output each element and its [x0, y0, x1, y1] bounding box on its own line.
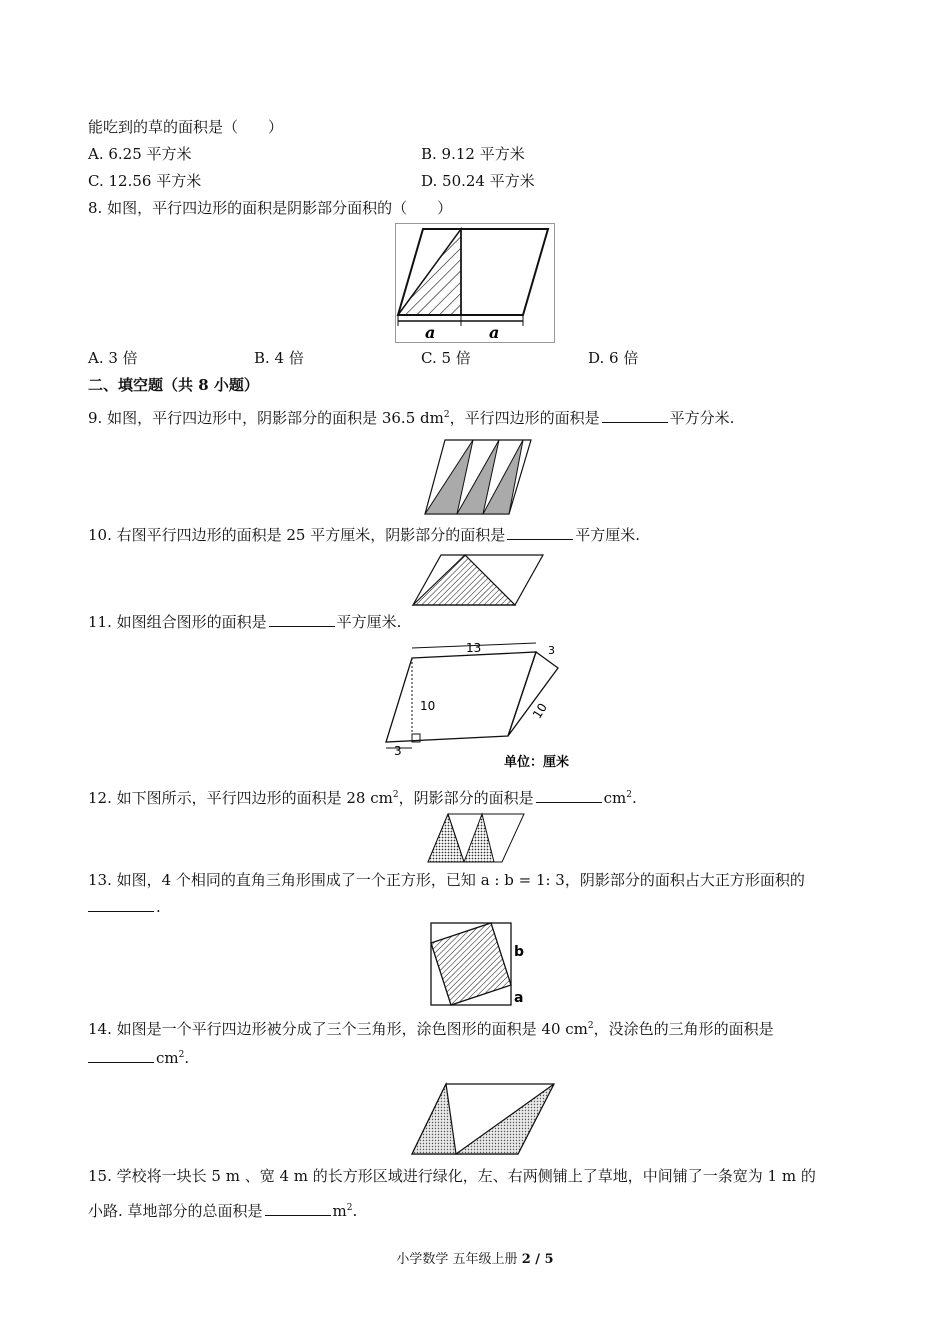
q14-line1-end: ，没涂色的三角形的面积是	[593, 1020, 774, 1038]
footer-text: 小学数学 五年级上册	[396, 1252, 522, 1267]
q9-pre: 9. 如图，平行四边形中，阴影部分的面积是 36.5 dm	[88, 409, 444, 427]
page-footer	[0, 1248, 950, 1267]
q14-post-sup: 2	[178, 1050, 185, 1060]
q13-label-a: a	[514, 990, 524, 1006]
q14-sup: 2	[587, 1021, 594, 1031]
q12-post: cm	[603, 789, 627, 807]
q15-post-sup: 2	[346, 1203, 353, 1213]
q11-unit: 单位：厘米	[504, 755, 570, 770]
q14-line1-text: 14. 如图是一个平行四边形被分成了三个三角形，涂色图形的面积是 40 cm	[88, 1020, 588, 1038]
q12-stem	[88, 785, 637, 808]
q7-option-d: D. 50.24 平方米	[421, 172, 535, 190]
q15-end: .	[352, 1202, 358, 1220]
q7-option-b: B. 9.12 平方米	[421, 145, 525, 163]
section-heading: 二、填空题（共 8 小题）	[88, 376, 259, 394]
q12-pre: 12. 如下图所示，平行四边形的面积是 28 cm	[88, 789, 393, 807]
q13-end: .	[156, 898, 161, 916]
q8-figure	[395, 223, 555, 343]
q15-line2-pre: 小路. 草地部分的总面积是	[88, 1202, 263, 1220]
q8-label-a1: a	[425, 323, 436, 342]
q14-post: cm	[156, 1049, 179, 1067]
q13-blank[interactable]	[88, 897, 154, 912]
q8-option-d: D. 6 倍	[588, 349, 639, 367]
q12-blank[interactable]	[536, 788, 602, 803]
q15-blank[interactable]	[265, 1201, 331, 1216]
q12-end: .	[631, 789, 637, 807]
q13-figure	[428, 920, 528, 1008]
q8-stem: 8. 如图，平行四边形的面积是阴影部分面积的（ ）	[88, 199, 453, 217]
q8-option-b: B. 4 倍	[254, 349, 304, 367]
q9-mid: ，平行四边形的面积是	[449, 409, 600, 427]
q14-end: .	[184, 1049, 190, 1067]
q9-post: 平方分米.	[669, 409, 735, 427]
q10-blank[interactable]	[507, 525, 573, 540]
q8-label-a2: a	[489, 323, 500, 342]
footer-page-number: 2 / 5	[521, 1252, 554, 1267]
q14-line1	[88, 1016, 774, 1039]
q14-blank[interactable]	[88, 1048, 154, 1063]
q11-blank[interactable]	[269, 612, 335, 627]
q8-option-a: A. 3 倍	[88, 349, 138, 367]
q11-figure	[380, 638, 590, 772]
q11-label-height: 10	[420, 699, 436, 713]
q13-line1: 13. 如图，4 个相同的直角三角形围成了一个正方形，已知 a : b = 1: 3，阴影部分的面积占大正方形面积的	[88, 871, 805, 889]
q11-post: 平方厘米.	[336, 613, 402, 631]
q14-line2	[88, 1045, 189, 1068]
q12-post-sup: 2	[626, 790, 632, 800]
q13-line2	[88, 897, 161, 917]
q8-option-c: C. 5 倍	[421, 349, 471, 367]
q10-stem	[88, 525, 640, 545]
q13-label-b: b	[514, 944, 525, 960]
q7-option-c: C. 12.56 平方米	[88, 172, 202, 190]
q11-pre: 11. 如图组合图形的面积是	[88, 613, 267, 631]
q11-label-side: 3	[548, 644, 555, 657]
q7-option-a: A. 6.25 平方米	[88, 145, 192, 163]
q11-stem	[88, 612, 401, 632]
q10-post: 平方厘米.	[575, 526, 641, 544]
q12-sup: 2	[392, 790, 399, 800]
q15-line1: 15. 学校将一块长 5 m 、宽 4 m 的长方形区域进行绿化，左、右两侧铺上了草地，中间铺了一条宽为 1 m 的	[88, 1167, 816, 1185]
q11-label-bottom: 3	[394, 744, 402, 758]
q7-stem-tail: 能吃到的草的面积是（ ）	[88, 118, 284, 136]
q9-blank[interactable]	[602, 408, 668, 423]
q11-label-top: 13	[466, 641, 482, 655]
q15-line2	[88, 1198, 357, 1221]
q9-stem	[88, 405, 734, 428]
q9-figure	[423, 438, 533, 516]
q14-figure	[410, 1082, 556, 1156]
q11-label-slant: 10	[529, 700, 550, 722]
q10-pre: 10. 右图平行四边形的面积是 25 平方厘米，阴影部分的面积是	[88, 526, 506, 544]
q12-figure	[426, 812, 526, 864]
q12-mid: ，阴影部分的面积是	[398, 789, 534, 807]
q15-post: m	[332, 1202, 347, 1220]
q10-figure	[411, 553, 545, 607]
q9-sup: 2	[443, 410, 450, 420]
